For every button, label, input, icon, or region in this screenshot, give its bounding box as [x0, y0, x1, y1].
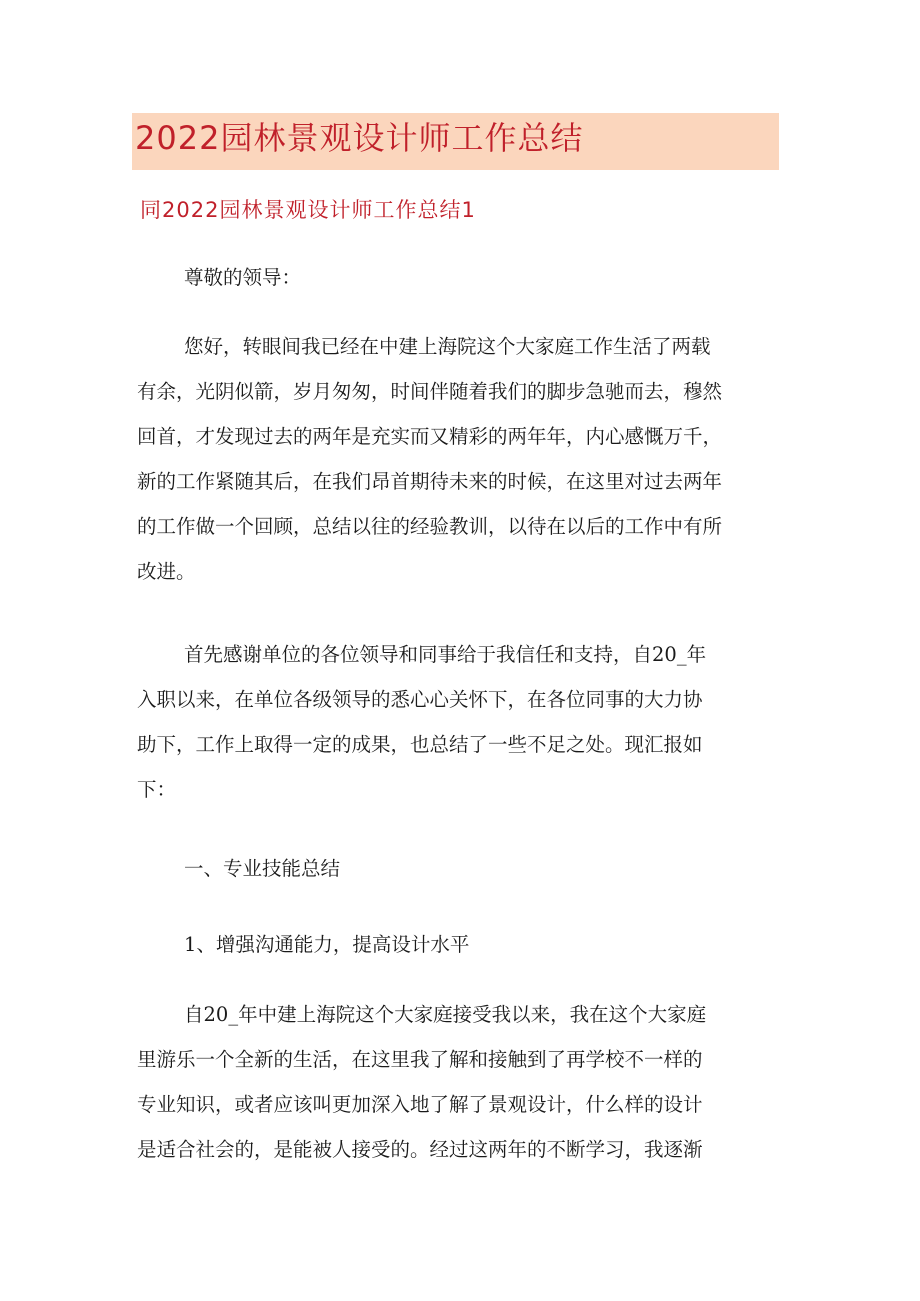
paragraph-line: 是适合社会的，是能被人接受的。经过这两年的不断学习，我逐渐 — [137, 1138, 703, 1161]
paragraph-line: 有余，光阴似箭，岁月匆匆，时间伴随着我们的脚步急驰而去，穆然 — [137, 380, 723, 403]
greeting — [137, 255, 787, 300]
paragraph-line: 新的工作紧随其后，在我们昂首期待未来的时候，在这里对过去两年 — [137, 470, 723, 493]
paragraph-line: 里游乐一个全新的生活，在这里我了解和接触到了再学校不一样的 — [137, 1048, 703, 1071]
document-title: 2022园林景观设计师工作总结 — [135, 119, 584, 157]
item-1-heading — [137, 922, 787, 967]
paragraph-1 — [137, 324, 787, 594]
paragraph-line: 专业知识，或者应该叫更加深入地了解了景观设计，什么样的设计 — [137, 1093, 703, 1116]
greeting-line: 尊敬的领导： — [184, 266, 302, 289]
paragraph-line: 改进。 — [137, 560, 196, 583]
paragraph-line: 自20_年中建上海院这个大家庭接受我以来，我在这个大家庭 — [184, 1003, 707, 1026]
paragraph-line: 首先感谢单位的各位领导和同事给于我信任和支持，自20_年 — [184, 643, 707, 666]
paragraph-2 — [137, 632, 787, 812]
paragraph-line: 入职以来，在单位各级领导的悉心心关怀下，在各位同事的大力协 — [137, 688, 703, 711]
paragraph-line: 的工作做一个回顾，总结以往的经验教训，以待在以后的工作中有所 — [137, 515, 723, 538]
paragraph-3 — [137, 992, 787, 1172]
section-1-heading — [137, 846, 787, 891]
document-subtitle: 同2022园林景观设计师工作总结1 — [140, 198, 476, 222]
paragraph-line: 助下，工作上取得一定的成果，也总结了一些不足之处。现汇报如 — [137, 733, 703, 756]
paragraph-line: 下： — [137, 778, 177, 801]
section-heading-text: 一、专业技能总结 — [184, 857, 341, 880]
paragraph-line: 您好，转眼间我已经在中建上海院这个大家庭工作生活了两载 — [184, 335, 711, 358]
paragraph-line: 回首，才发现过去的两年是充实而又精彩的两年年，内心感慨万千， — [137, 425, 723, 448]
item-heading-text: 1、增强沟通能力，提高设计水平 — [184, 933, 470, 956]
